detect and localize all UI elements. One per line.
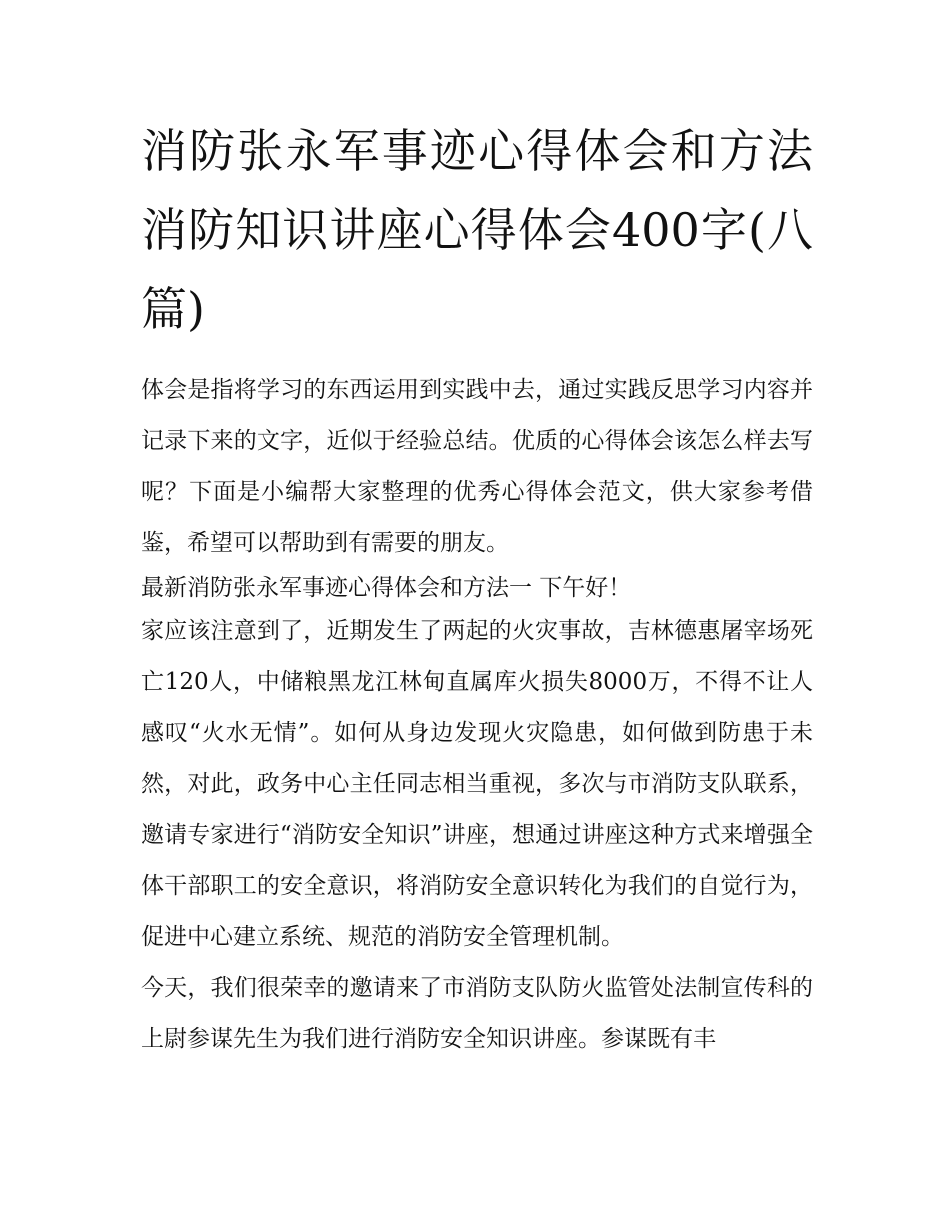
document-title: 消防张永军事迹心得体会和方法 消防知识讲座心得体会400字(八篇) xyxy=(141,124,813,336)
body-paragraph-2: 今天，我们很荣幸的邀请来了市消防支队防火监管处法制宣传科的上尉参谋先生为我们进行消防安全知识讲座。参谋既有丰 xyxy=(141,975,813,1052)
document-content xyxy=(141,112,813,1065)
section-heading: 最新消防张永军事迹心得体会和方法一 下午好！ xyxy=(141,575,632,601)
document-body xyxy=(141,365,813,1065)
intro-paragraph: 体会是指将学习的东西运用到实践中去，通过实践反思学习内容并记录下来的文字，近似于经验总结。优质的心得体会该怎么样去写呢？下面是小编帮大家整理的优秀心得体会范文，供大家参考借鉴，希望可以帮助到有需要的朋友。 xyxy=(141,377,813,556)
body-paragraph-1: 家应该注意到了，近期发生了两起的火灾事故，吉林德惠屠宰场死亡120人，中储粮黑龙江林甸直属库火损失8000万，不得不让人感叹“火水无情”。如何从身边发现火灾隐患，如何做到防患于未然，对此，政务中心主任同志相当重视，多次与市消防支队联系，邀请专家进行“消防安全知识”讲座，想通过讲座这种方式来增强全体干部职工的安全意识，将消防安全意识转化为我们的自觉行为，促进中心建立系统、规范的消防安全管理机制。 xyxy=(141,618,813,950)
